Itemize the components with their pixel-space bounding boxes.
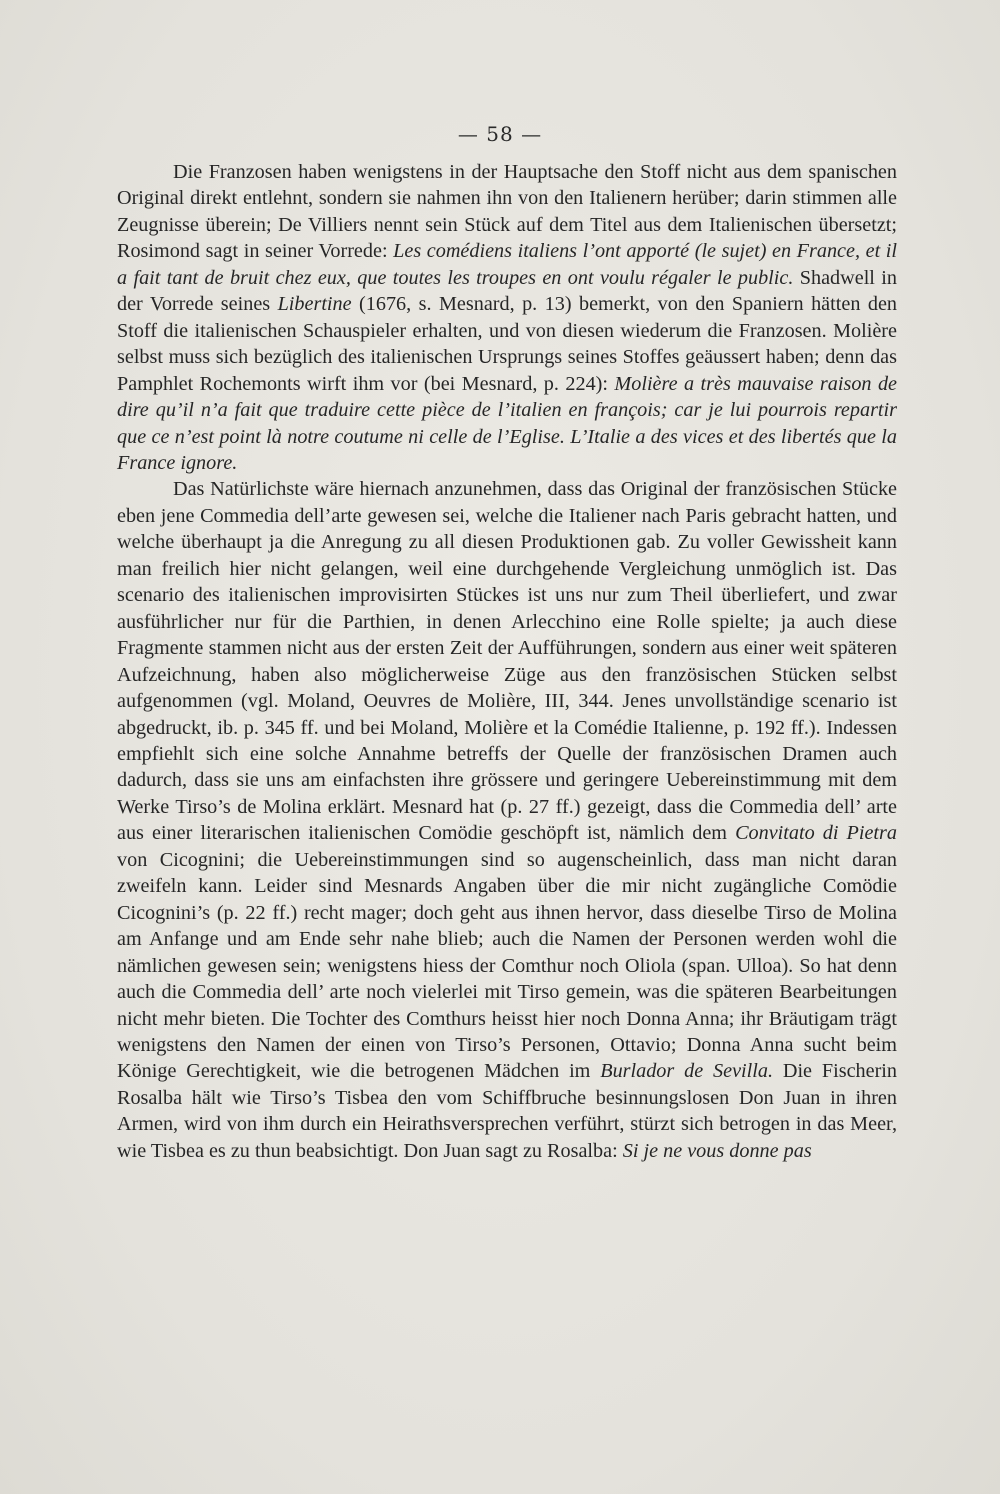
paragraph-1 [117,159,897,476]
text-segment: Das Natürlichste wäre hiernach anzunehmen, dass das Original der französischen Stücke eben jene Commedia dell’arte gewesen sei, welche die Italiener nach Paris gebracht hatten, und welche überhaupt ja die Anregung zu all diesen Produktionen gab. Zu voller Gewissheit kann man freilich hier nicht gelangen, weil eine durchgehende Vergleichung unmöglich ist. Das scenario des italienischen improvisirten Stückes ist uns nur zum Theil überliefert, und zwar ausführlicher nur für die Parthien, in denen Arlecchino eine Rolle spielte; ja auch diese Fragmente stammen nicht aus der ersten Zeit der Aufführungen, sondern aus einer weit späteren Aufzeichnung, haben also möglicherweise Züge aus den französischen Stücken selbst aufgenommen (vgl. Moland, Oeuvres de Molière, III, 344. Jenes unvollständige scenario ist abgedruckt, ib. p. 345 ff. und bei Moland, Molière et la Comédie Italienne, p. 192 ff.). Indessen empfiehlt sich eine solche Annahme betreffs der Quelle der französischen Dramen auch dadurch, dass sie uns am einfachsten ihre grössere und geringere Uebereinstimmung mit dem Werke Tirso’s de Molina erklärt. Mesnard hat (p. 27 ff.) gezeigt, dass die Commedia dell’ arte aus einer literarischen italienischen Comödie geschöpft ist, nämlich dem [117,478,897,845]
page-number: — 58 — [457,122,543,146]
italic-quote: Molière a très mauvaise raison de dire qu’il n’a fait que traduire cette pièce de l’italien en françois; car je lui pourrois repartir que ce n’est point là notre coutume ni celle de l’Eglise. L’Italie a des vices et des libertés que la France ignore. [117,372,897,474]
text-segment: (1676, s. Mesnard, p. 13) bemerkt, von den Spaniern hätten den Stoff die italienischen Schauspieler erhalten, und von diesen wiederum die Franzosen. Molière selbst muss sich bezüglich des italienischen Ursprungs seines Stoffes geäussert haben; denn das Pamphlet Rochemonts wirft ihm vor (bei Mesnard, p. 224): [117,293,897,395]
italic-title: Libertine [277,293,352,316]
text-segment: von Cicognini; die Uebereinstimmungen sind so augenscheinlich, dass man nicht daran zweifeln kann. Leider sind Mesnards Angaben über die mir nicht zugängliche Comödie Cicognini’s (p. 22 ff.) recht mager; doch geht aus ihnen hervor, dass dieselbe Tirso de Molina am Anfange und am Ende sehr nahe blieb; auch die Namen der Personen werden wohl die nämlichen gewesen sein; wenigstens hiess der Comthur noch Oliola (span. Ulloa). So hat denn auch die Commedia dell’ arte noch vielerlei mit Tirso gemein, was die späteren Bearbeitungen nicht mehr bieten. Die Tochter des Comthurs heisst hier noch Donna Anna; ihr Bräutigam trägt wenigstens den Namen der einen von Tirso’s Personen, Ottavio; Donna Anna sucht beim Könige Gerechtigkeit, wie die betrogenen Mädchen im [117,848,897,1083]
italic-quote: Si je ne vous donne pas [622,1139,812,1162]
italic-title: Burlador de Sevilla. [600,1060,774,1083]
italic-title: Convitato di Pietra [735,822,897,845]
body-text [117,159,897,1164]
text-segment: Die Franzosen haben wenigstens in der Hauptsache den Stoff nicht aus dem spanischen Original direkt entlehnt, sondern sie nahmen ihn von den Italienern herüber; darin stimmen alle Zeugnisse überein; De Villiers nennt sein Stück auf dem Titel aus dem Italienischen übersetzt; Rosimond sagt in seiner Vorrede: [117,161,897,263]
paragraph-2 [117,476,897,1164]
text-segment: Shadwell in der Vorrede seines [117,266,897,316]
text-segment: Die Fischerin Rosalba hält wie Tirso’s Tisbea den vom Schiffbruche besinnungslosen Don Juan in ihren Armen, wird von ihm durch ein Heirathsversprechen verführt, stürzt sich betrogen in das Meer, wie Tisbea es zu thun beabsichtigt. Don Juan sagt zu Rosalba: [117,1060,898,1162]
italic-quote: Les comédiens italiens l’ont apporté (le sujet) en France, et il a fait tant de bruit chez eux, que toutes les troupes en ont voulu régaler le public. [117,240,897,289]
